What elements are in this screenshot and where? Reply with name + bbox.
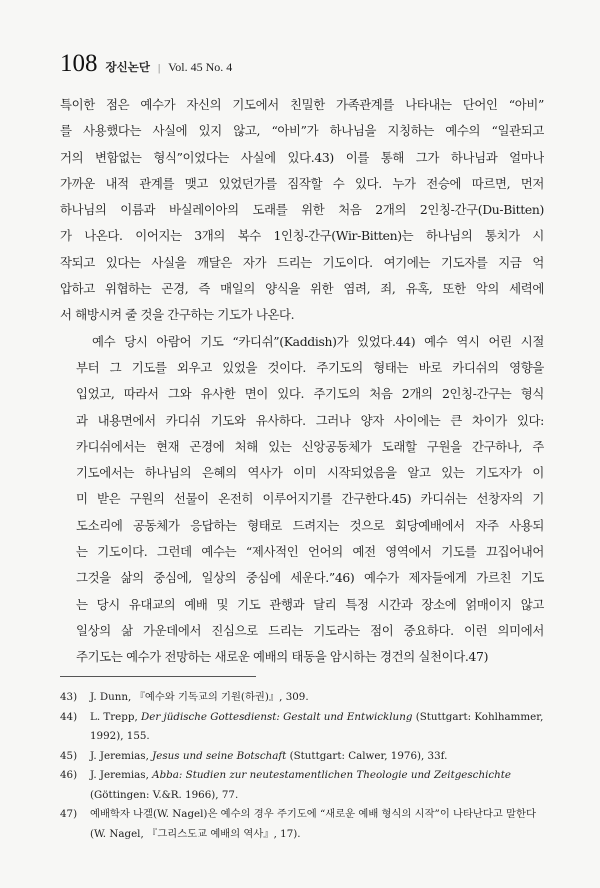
text-line: 가 나온다. 이어지는 3개의 복수 1인칭-간구(Wir-Bitten)는 하나님의 통치가 시	[60, 228, 544, 244]
footnote-text: J. Dunn, 『예수와 기독교의 기원(하권)』, 309.	[90, 691, 309, 703]
footnote-text	[90, 747, 544, 767]
journal-title: 장신논단	[105, 60, 150, 74]
text-line: 는 기도이다. 그런데 예수는 “제사적인 언어의 예전 영역에서 기도를 끄집어내어	[76, 544, 544, 560]
text-line: 부터 그 기도를 외우고 있었을 것이다. 주기도의 형태는 바로 카디쉬의 영향을	[76, 359, 544, 375]
footnote-46	[60, 766, 544, 805]
citation-title: Jesus und seine Botschaft	[152, 749, 287, 762]
text-line: 주기도는 예수가 전망하는 새로운 예배의 태동을 암시하는 경건의 실천이다.47)	[76, 649, 489, 665]
text-line: 작되고 있다는 사실을 깨달은 자가 드리는 기도이다. 여기에는 기도자를 지금 억	[60, 254, 544, 270]
text-line: 카디쉬에서는 현재 곤경에 처해 있는 신앙공동체가 도래할 구원을 간구하나, 주	[76, 438, 544, 454]
footnotes	[60, 688, 544, 844]
footnote-43	[60, 688, 544, 708]
citation-publication: (Göttingen: V.&R. 1966), 77.	[90, 788, 239, 801]
footnote-text	[90, 708, 544, 747]
page-number: 108	[60, 50, 98, 77]
text-line: 예수 당시 아람어 기도 “카디쉬”(Kaddish)가 있었다.44) 예수 역시 어린 시절	[92, 333, 544, 349]
volume-issue: Vol. 45 No. 4	[168, 60, 233, 74]
text-line: 과 내용면에서 카디쉬 기도와 유사하다. 그러나 양자 사이에는 큰 차이가 있다:	[76, 412, 544, 428]
text-line: 입었고, 따라서 그와 유사한 면이 있다. 주기도의 처음 2개의 2인칭-간구는 형식	[76, 386, 544, 402]
header-separator: |	[157, 62, 161, 74]
text-line: 미 받은 구원의 선물이 온전히 이루어지기를 간구한다.45) 카디쉬는 선창자의 기	[76, 491, 544, 507]
paragraph-1	[60, 92, 544, 329]
text-line: 는 당시 유대교의 예배 및 기도 관행과 달리 특정 시간과 장소에 얽매이지 않고	[76, 596, 544, 612]
footnote-number: 45)	[60, 749, 78, 762]
footnote-44	[60, 708, 544, 747]
text-line: 하나님의 이름과 바실레이아의 도래를 위한 처음 2개의 2인칭-간구(Du-Bitten)	[60, 202, 544, 218]
text-line: 일상의 삶 가운데에서 진심으로 드리는 기도라는 점이 중요하다. 이런 의미에서	[76, 622, 544, 638]
text-line: 서 해방시켜 줄 것을 간구하는 기도가 나온다.	[60, 307, 295, 323]
footnote-text	[90, 766, 544, 805]
running-header	[60, 50, 232, 78]
footnote-45	[60, 747, 544, 767]
citation-author: L. Trepp,	[90, 710, 141, 723]
text-line: 도소리에 공동체가 응답하는 형태로 드려지는 것으로 회당예배에서 자주 사용되	[76, 517, 544, 533]
paragraph-2	[60, 329, 544, 671]
footnote-number: 43)	[60, 691, 78, 703]
citation-author: J. Jeremias,	[90, 769, 153, 781]
footnote-number: 44)	[60, 710, 78, 723]
footnote-47	[60, 805, 544, 844]
text-line: 그것을 삶의 중심에, 일상의 중심에 세운다.”46) 예수가 제자들에게 가르친 기도	[76, 570, 544, 586]
citation-title: Abba: Studien zur neutestamentlichen Theologie und Zeitgeschichte	[152, 769, 511, 781]
citation-title: Der jüdische Gottesdienst: Gestalt und Entwicklung	[141, 710, 413, 723]
footnote-number: 46)	[60, 769, 78, 781]
text-line: 기도에서는 하나님의 은혜의 역사가 이미 시작되었음을 알고 있는 기도자가 이	[76, 465, 544, 481]
text-line: 특이한 점은 예수가 자신의 기도에서 친밀한 가족관계를 나타내는 단어인 “아비”	[60, 97, 544, 112]
citation-publication: (Stuttgart: Kohlhammer, 1992), 155.	[90, 710, 544, 742]
text-line: 거의 변함없는 형식”이었다는 사실에 있다.43) 이를 통해 그가 하나님과 얼마나	[60, 149, 544, 165]
text-line: 압하고 위협하는 곤경, 즉 매일의 양식을 위한 염려, 죄, 유혹, 또한 악의 세력에	[60, 281, 544, 297]
footnote-divider	[60, 676, 256, 677]
citation-publication: (Stuttgart: Calwer, 1976), 33f.	[286, 749, 448, 762]
citation-author: J. Jeremias,	[90, 749, 153, 762]
footnote-text: 예배학자 나겔(W. Nagel)은 예수의 경우 주기도에 “새로운 예배 형식의 시작”이 나타난다고 말한다(W. Nagel, 『그리스도교 예배의 역사』, 17).	[90, 808, 536, 840]
text-line: 를 사용했다는 사실에 있지 않고, “아비”가 하나님을 지칭하는 예수의 “일관되고	[60, 123, 544, 139]
body-text	[60, 92, 544, 671]
text-line: 가까운 내적 관계를 맺고 있었던가를 짐작할 수 있다. 누가 전승에 따르면, 먼저	[60, 175, 544, 191]
footnote-number: 47)	[60, 808, 78, 820]
